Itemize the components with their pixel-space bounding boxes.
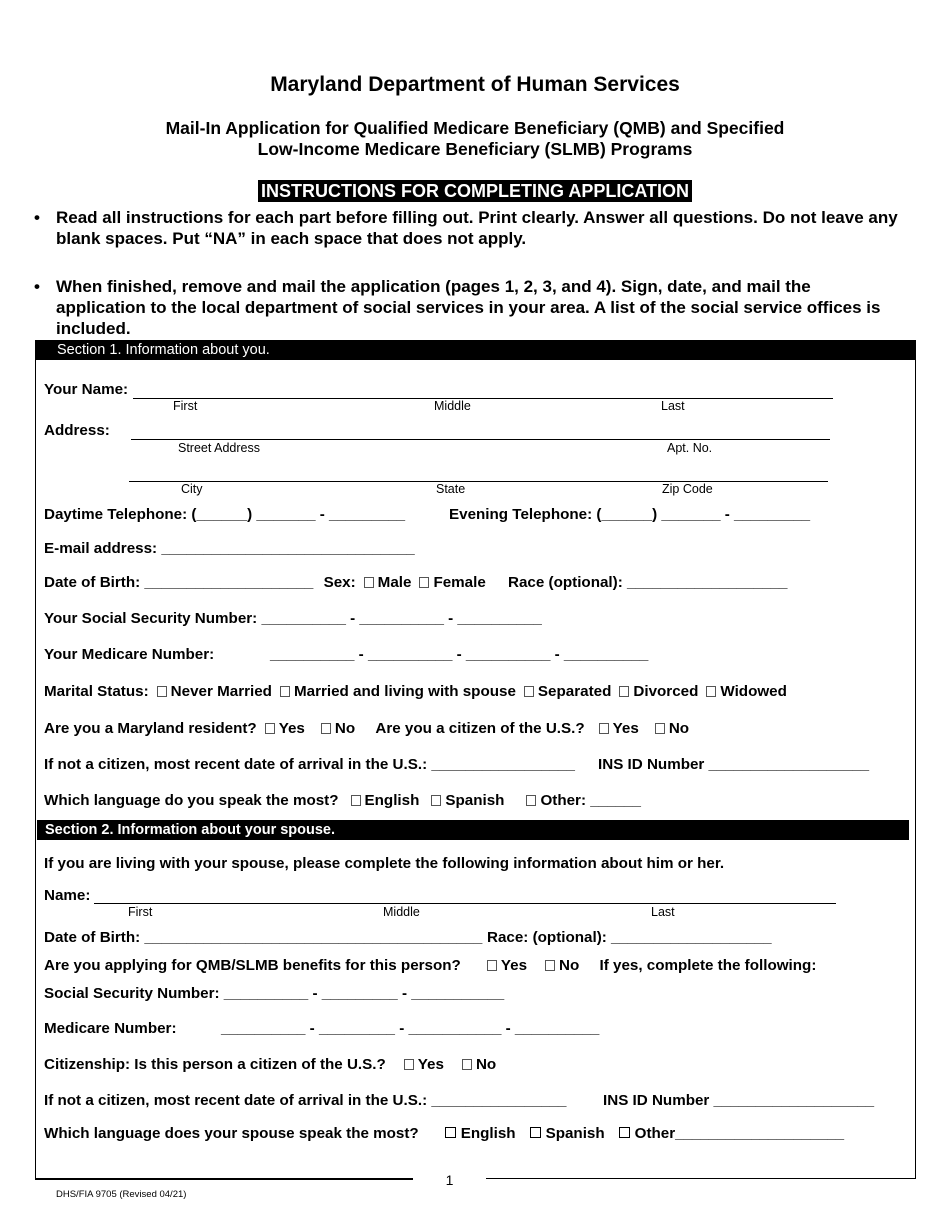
citizen-no-checkbox[interactable] xyxy=(655,723,665,734)
spouse-middle-caption: Middle xyxy=(383,905,420,919)
address-label: Address: xyxy=(44,422,110,439)
apt-no-caption: Apt. No. xyxy=(667,441,713,455)
yes-label: Yes xyxy=(500,957,528,974)
ssn-field[interactable]: Your Social Security Number: __________ - __________ - __________ xyxy=(44,610,542,627)
applying-question: Are you applying for QMB/SLMB benefits for this person? xyxy=(44,957,461,974)
widowed-checkbox[interactable] xyxy=(706,686,716,697)
instruction-bullet-2 xyxy=(34,276,904,339)
instructions-heading: INSTRUCTIONS FOR COMPLETING APPLICATION xyxy=(258,180,692,202)
evening-phone-field[interactable]: Evening Telephone: (______) _______ - _________ xyxy=(449,506,811,523)
state-caption: State xyxy=(436,482,466,496)
daytime-phone-field[interactable]: Daytime Telephone: (______) _______ - _________ xyxy=(44,506,406,523)
if-yes-instruction: If yes, complete the following: xyxy=(599,957,817,974)
city-state-zip-field[interactable] xyxy=(129,481,828,482)
separated-checkbox[interactable] xyxy=(524,686,534,697)
spouse-intro: If you are living with your spouse, please complete the following information about him or her. xyxy=(44,855,725,872)
no-label: No xyxy=(475,1056,497,1073)
spouse-race-field[interactable]: Race: (optional): ___________________ xyxy=(487,929,772,946)
other-checkbox[interactable] xyxy=(526,795,536,806)
other-language-field[interactable]: Other: ______ xyxy=(540,792,641,809)
spouse-other-checkbox[interactable] xyxy=(619,1127,630,1138)
spouse-english-checkbox[interactable] xyxy=(445,1127,456,1138)
citizen-question: Are you a citizen of the U.S.? xyxy=(375,720,585,737)
english-label: English xyxy=(364,792,420,809)
male-checkbox[interactable] xyxy=(364,577,374,588)
no-label: No xyxy=(334,720,356,737)
instructions-heading-wrap xyxy=(0,180,950,202)
dob-field[interactable]: Date of Birth: ____________________ xyxy=(44,574,314,591)
spouse-citizenship-row xyxy=(44,1056,496,1073)
instruction-text: When finished, remove and mail the application (pages 1, 2, 3, and 4). Sign, date, and mail the application to the local department of social services in your area. A list of the social service offices is included. xyxy=(56,277,881,338)
street-address-caption: Street Address xyxy=(178,441,260,455)
page-number: 1 xyxy=(445,1172,454,1188)
marital-status-row xyxy=(44,683,787,700)
form-subtitle-line1: Mail-In Application for Qualified Medicare Beneficiary (QMB) and Specified xyxy=(165,118,785,138)
marital-option-label: Widowed xyxy=(720,683,787,700)
your-name-field[interactable] xyxy=(133,398,833,399)
middle-name-caption: Middle xyxy=(434,399,471,413)
female-label: Female xyxy=(433,574,486,591)
yes-label: Yes xyxy=(278,720,305,737)
frame-bottom-left xyxy=(35,1179,413,1180)
md-resident-question: Are you a Maryland resident? xyxy=(44,720,257,737)
ins-id-field[interactable]: INS ID Number ___________________ xyxy=(598,756,870,773)
form-subtitle-line2: Low-Income Medicare Beneficiary (SLMB) Programs xyxy=(257,139,693,159)
spouse-spanish-checkbox[interactable] xyxy=(530,1127,541,1138)
marital-option-label: Divorced xyxy=(633,683,699,700)
no-label: No xyxy=(668,720,690,737)
english-checkbox[interactable] xyxy=(351,795,361,806)
language-row xyxy=(44,792,641,809)
your-name-label: Your Name: xyxy=(44,381,129,398)
page-title: Maryland Department of Human Services xyxy=(270,73,680,96)
spouse-citizen-yes-checkbox[interactable] xyxy=(404,1059,414,1070)
spanish-checkbox[interactable] xyxy=(431,795,441,806)
spouse-medicare-field[interactable]: __________ - _________ - ___________ - __________ xyxy=(221,1020,600,1037)
no-label: No xyxy=(559,957,580,974)
sex-label: Sex: xyxy=(323,574,356,591)
spouse-name-label: Name: xyxy=(44,887,91,904)
arrival-date-field[interactable]: If not a citizen, most recent date of arrival in the U.S.: _________________ xyxy=(44,756,575,773)
male-label: Male xyxy=(377,574,412,591)
dob-sex-race-row xyxy=(44,574,787,591)
medicare-number-label: Your Medicare Number: xyxy=(44,646,215,663)
never-married-checkbox[interactable] xyxy=(157,686,167,697)
yes-label: Yes xyxy=(417,1056,444,1073)
street-address-field[interactable] xyxy=(131,439,830,440)
md-resident-yes-checkbox[interactable] xyxy=(265,723,275,734)
instruction-bullet-1 xyxy=(34,207,904,249)
spouse-other-language-field[interactable]: Other____________________ xyxy=(634,1125,845,1142)
email-field[interactable]: E-mail address: ______________________________ xyxy=(44,540,415,557)
spouse-last-caption: Last xyxy=(651,905,675,919)
spouse-first-caption: First xyxy=(128,905,153,919)
spouse-name-field[interactable] xyxy=(94,903,836,904)
spouse-medicare-label: Medicare Number: xyxy=(44,1020,177,1037)
spanish-label: Spanish xyxy=(545,1125,605,1142)
applying-no-checkbox[interactable] xyxy=(545,960,555,971)
spouse-citizenship-question: Citizenship: Is this person a citizen of the U.S.? xyxy=(44,1056,386,1073)
spouse-arrival-field[interactable]: If not a citizen, most recent date of arrival in the U.S.: ________________ xyxy=(44,1092,567,1109)
medicare-number-field[interactable]: __________ - __________ - __________ - __________ xyxy=(270,646,649,663)
residency-citizenship-row xyxy=(44,720,689,737)
form-id: DHS/FIA 9705 (Revised 04/21) xyxy=(56,1189,187,1200)
spouse-ins-id-field[interactable]: INS ID Number ___________________ xyxy=(603,1092,875,1109)
spouse-applying-row xyxy=(44,957,816,974)
spouse-citizen-no-checkbox[interactable] xyxy=(462,1059,472,1070)
marital-option-label: Separated xyxy=(537,683,612,700)
citizen-yes-checkbox[interactable] xyxy=(599,723,609,734)
language-question: Which language do you speak the most? xyxy=(44,792,339,809)
first-name-caption: First xyxy=(173,399,198,413)
zip-code-caption: Zip Code xyxy=(662,482,713,496)
marital-status-label: Marital Status: xyxy=(44,683,149,700)
applying-yes-checkbox[interactable] xyxy=(487,960,497,971)
marital-option-label: Never Married xyxy=(170,683,272,700)
divorced-checkbox[interactable] xyxy=(619,686,629,697)
md-resident-no-checkbox[interactable] xyxy=(321,723,331,734)
female-checkbox[interactable] xyxy=(419,577,429,588)
instruction-text: Read all instructions for each part before filling out. Print clearly. Answer all questions. Do not leave any blank spaces. Put “NA” in each space that does not apply. xyxy=(56,208,898,248)
race-field[interactable]: Race (optional): ___________________ xyxy=(508,574,788,591)
last-name-caption: Last xyxy=(661,399,685,413)
spanish-label: Spanish xyxy=(445,792,505,809)
bullet-glyph: • xyxy=(34,208,40,227)
bullet-glyph: • xyxy=(34,277,40,296)
married-checkbox[interactable] xyxy=(280,686,290,697)
spouse-language-row xyxy=(44,1125,844,1142)
section2-header: Section 2. Information about your spouse. xyxy=(37,820,909,840)
english-label: English xyxy=(460,1125,516,1142)
spouse-ssn-field[interactable]: Social Security Number: __________ - _________ - ___________ xyxy=(44,985,505,1002)
spouse-dob-field[interactable]: Date of Birth: ________________________________________ xyxy=(44,929,483,946)
section1-header: Section 1. Information about you. xyxy=(35,340,916,360)
marital-option-label: Married and living with spouse xyxy=(293,683,516,700)
yes-label: Yes xyxy=(612,720,639,737)
spouse-language-question: Which language does your spouse speak the most? xyxy=(44,1125,419,1142)
city-caption: City xyxy=(181,482,203,496)
